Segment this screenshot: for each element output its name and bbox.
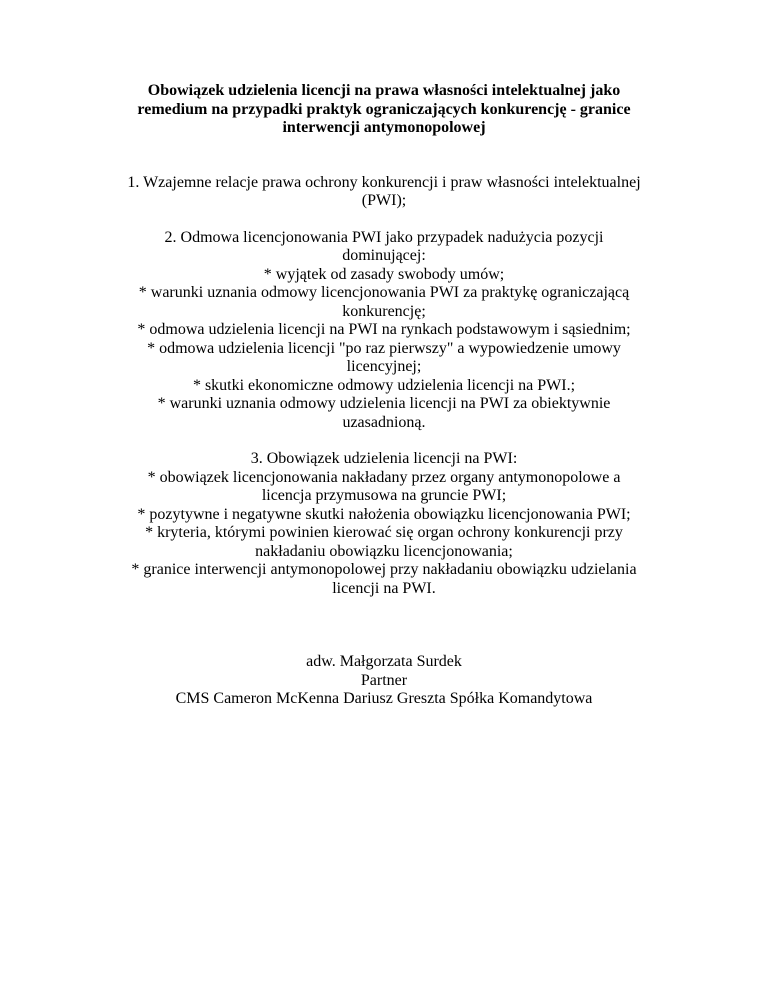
list-item: licencyjnej; bbox=[346, 358, 422, 375]
author-role: Partner bbox=[360, 671, 408, 689]
list-item: * pozytywne i negatywne skutki nałożenia obowiązku licencjonowania PWI; bbox=[137, 505, 631, 523]
author-firm: CMS Cameron McKenna Dariusz Greszta Spółka Komandytowa bbox=[175, 690, 593, 707]
list-item: konkurencję; bbox=[342, 302, 426, 320]
list-item: * warunki uznania odmowy licencjonowania PWI za praktykę ograniczającą bbox=[138, 284, 630, 301]
list-item: licencja przymusowa na gruncie PWI; bbox=[261, 487, 507, 504]
list-item: * granice interwencji antymonopolowej przy nakładaniu obowiązku udzielania bbox=[131, 561, 637, 578]
list-item: * kryteria, którymi powinien kierować się organ ochrony konkurencji przy bbox=[145, 524, 623, 541]
list-item: * obowiązek licencjonowania nakładany przez organy antymonopolowe a bbox=[147, 468, 621, 486]
list-item: uzasadnioną. bbox=[342, 413, 426, 431]
title-line: interwencji antymonopolowej bbox=[282, 119, 486, 136]
section-1 bbox=[60, 174, 708, 211]
section-3-heading-line: 3. Obowiązek udzielenia licencji na PWI: bbox=[250, 450, 518, 467]
section-2 bbox=[60, 229, 708, 433]
list-item: * warunki uznania odmowy udzielenia licencji na PWI za obiektywnie bbox=[157, 395, 611, 412]
list-item: licencji na PWI. bbox=[332, 579, 436, 597]
section-1-line: (PWI); bbox=[361, 192, 407, 209]
title-line: Obowiązek udzielenia licencji na prawa własności intelektualnej jako bbox=[147, 82, 621, 99]
title-line: remedium na przypadki praktyk ograniczających konkurencję - granice bbox=[137, 100, 631, 118]
list-item: * wyjątek od zasady swobody umów; bbox=[263, 265, 505, 283]
author-block bbox=[60, 653, 708, 709]
section-3-list bbox=[60, 469, 708, 599]
section-2-heading-line: dominującej: bbox=[342, 247, 426, 264]
author-name: adw. Małgorzata Surdek bbox=[306, 653, 462, 670]
list-item: * skutki ekonomiczne odmowy udzielenia licencji na PWI.; bbox=[192, 376, 576, 394]
list-item: * odmowa udzielenia licencji na PWI na rynkach podstawowym i sąsiednim; bbox=[137, 321, 631, 338]
section-1-line: 1. Wzajemne relacje prawa ochrony konkurencji i praw własności intelektualnej bbox=[127, 173, 641, 191]
list-item: nakładaniu obowiązku licencjonowania; bbox=[255, 542, 513, 560]
list-item: * odmowa udzielenia licencji "po raz pierwszy" a wypowiedzenie umowy bbox=[147, 339, 621, 357]
document-title bbox=[60, 82, 708, 138]
document-page bbox=[60, 82, 708, 709]
section-2-heading-line: 2. Odmowa licencjonowania PWI jako przypadek nadużycia pozycji bbox=[164, 228, 604, 246]
section-3 bbox=[60, 450, 708, 598]
section-2-list bbox=[60, 266, 708, 433]
